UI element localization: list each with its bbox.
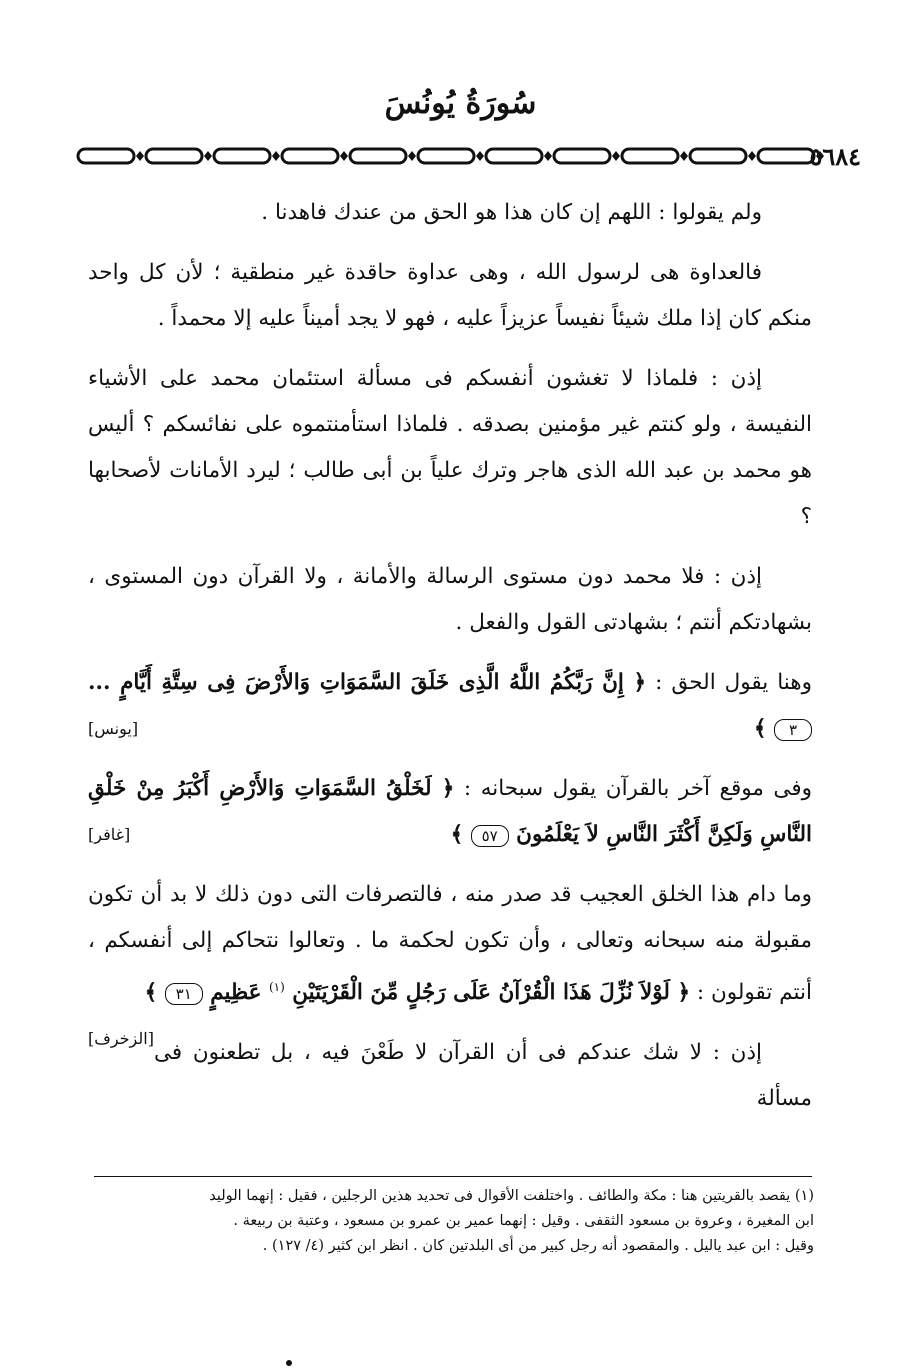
surah-reference: [يونس] bbox=[88, 719, 139, 738]
footnote-line: وقيل : ابن عبد ياليل . والمقصود أنه رجل كبير من أى البلدتين كان . انظر ابن كثير (٤/ ١٢٧) . bbox=[262, 1238, 814, 1254]
footnote-line: (١) يقصد بالقريتين هنا : مكة والطائف . واختلفت الأقوال فى تحديد هذين الرجلين ، فقيل : إنهما الوليد bbox=[209, 1188, 814, 1204]
paragraph bbox=[88, 190, 812, 236]
chain-link bbox=[78, 149, 134, 163]
chain-diamond bbox=[272, 151, 280, 161]
chain-link bbox=[486, 149, 542, 163]
quran-verse: ﴿ لَوْلاَ نُزِّلَ هَذَا الْقُرْآنُ عَلَى رَجُلٍ مِّنَ الْقَرْيَتَيْنِ bbox=[284, 980, 691, 1006]
quran-bracket: ﴾ bbox=[450, 822, 471, 847]
chain-link bbox=[554, 149, 610, 163]
paragraph-text: ولم يقولوا : اللهم إن كان هذا هو الحق من عندك فاهدنا . bbox=[261, 200, 762, 225]
footnote-marker: (١) bbox=[268, 980, 285, 994]
chain-link bbox=[214, 149, 270, 163]
chain-diamond bbox=[476, 151, 484, 161]
quran-bracket: ﴾ bbox=[144, 980, 165, 1006]
paragraph-text: إذن : فلا محمد دون مستوى الرسالة والأمانة ، ولا القرآن دون المستوى ، بشهادتكم أنتم ؛ بشهادتى القول والفعل . bbox=[88, 564, 812, 635]
surah-title: سُورَةُ يُونُسَ bbox=[384, 86, 537, 121]
chain-link bbox=[282, 149, 338, 163]
quran-verse: عَظِيمٍ bbox=[202, 980, 269, 1006]
quote-intro: وهنا يقول الحق : bbox=[655, 670, 812, 695]
chain-diamond bbox=[340, 151, 348, 161]
print-mark bbox=[286, 1360, 292, 1366]
verse-number: ٣١ bbox=[165, 983, 203, 1005]
footnotes bbox=[92, 1184, 814, 1259]
paragraph bbox=[88, 250, 812, 342]
quran-verse: ﴿ لَخَلْقُ السَّمَوَاتِ وَالأَرْضِ أَكْبَرُ مِنْ خَلْقِ النَّاسِ وَلَكِنَّ أَكْثَرَ النَّاسِ لاَ يَعْلَمُونَ bbox=[88, 776, 812, 847]
paragraph-text: وما دام هذا الخلق العجيب قد صدر منه ، فالتصرفات التى دون ذلك لا بد أن تكون مقبولة منه سبحانه وتعالى ، وأن تكون لحكمة ما . وتعالوا نتحاكم إلى أنفسكم ، أنتم تقولون : bbox=[88, 882, 812, 1006]
chain-link bbox=[690, 149, 746, 163]
paragraph-text: إذن : لا شك عندكم فى أن القرآن لا طَعْنَ فيه ، بل تطعنون فى مسألة bbox=[153, 1040, 812, 1112]
chain-diamond bbox=[408, 151, 416, 161]
chain-link bbox=[418, 149, 474, 163]
chain-diamond bbox=[748, 151, 756, 161]
paragraph bbox=[88, 554, 812, 646]
quran-quote-paragraph bbox=[88, 766, 812, 858]
chain-diamond bbox=[204, 151, 212, 161]
footnote-divider bbox=[94, 1176, 812, 1177]
footnote-line: ابن المغيرة ، وعروة بن مسعود الثقفى . وقيل : إنهما عمير بن عمرو بن مسعود ، وعتبة بن ربيعة . bbox=[233, 1213, 814, 1229]
body-text bbox=[88, 190, 812, 1136]
quran-quote-paragraph bbox=[88, 660, 812, 752]
quran-verse: ﴿ إِنَّ رَبَّكُمُ اللَّهُ الَّذِى خَلَقَ السَّمَوَاتِ وَالأَرْضَ فِى سِتَّةِ أَيَّامٍ ... bbox=[88, 670, 647, 695]
paragraph bbox=[88, 1030, 812, 1122]
page-number: ٥٦٨٤ bbox=[809, 142, 861, 171]
chain-link bbox=[622, 149, 678, 163]
chain-diamond bbox=[680, 151, 688, 161]
quran-bracket: ﴾ bbox=[753, 716, 774, 741]
chain-diamond bbox=[136, 151, 144, 161]
surah-reference: [الزخرف] bbox=[88, 1029, 154, 1049]
chain-ornament-border bbox=[72, 142, 832, 170]
paragraph-text: فالعداوة هى لرسول الله ، وهى عداوة حاقدة غير منطقية ؛ لأن كل واحد منكم كان إذا ملك شيئاً نفيساً عزيزاً عليه ، فهو لا يجد أميناً عليه إلا محمداً . bbox=[88, 260, 812, 331]
paragraph-text: إذن : فلماذا لا تغشون أنفسكم فى مسألة استئمان محمد على الأشياء النفيسة ، ولو كنتم غير مؤمنين بصدقه . فلماذا استأمنتموه على نفائسكم ؟ أليس هو محمد بن عبد الله الذى هاجر وترك علياً بن أبى طالب ؛ ليرد الأمانات لأصحابها ؟ bbox=[88, 366, 812, 529]
surah-reference: [غافر] bbox=[88, 825, 131, 844]
quran-quote-paragraph bbox=[88, 872, 812, 1049]
verse-number: ٣ bbox=[774, 719, 812, 741]
chain-link bbox=[146, 149, 202, 163]
chain-diamond bbox=[612, 151, 620, 161]
quote-intro: وفى موقع آخر بالقرآن يقول سبحانه : bbox=[463, 776, 812, 801]
chain-link bbox=[758, 149, 814, 163]
chain-link bbox=[350, 149, 406, 163]
paragraph bbox=[88, 356, 812, 540]
verse-number: ٥٧ bbox=[471, 825, 509, 847]
chain-diamond bbox=[544, 151, 552, 161]
